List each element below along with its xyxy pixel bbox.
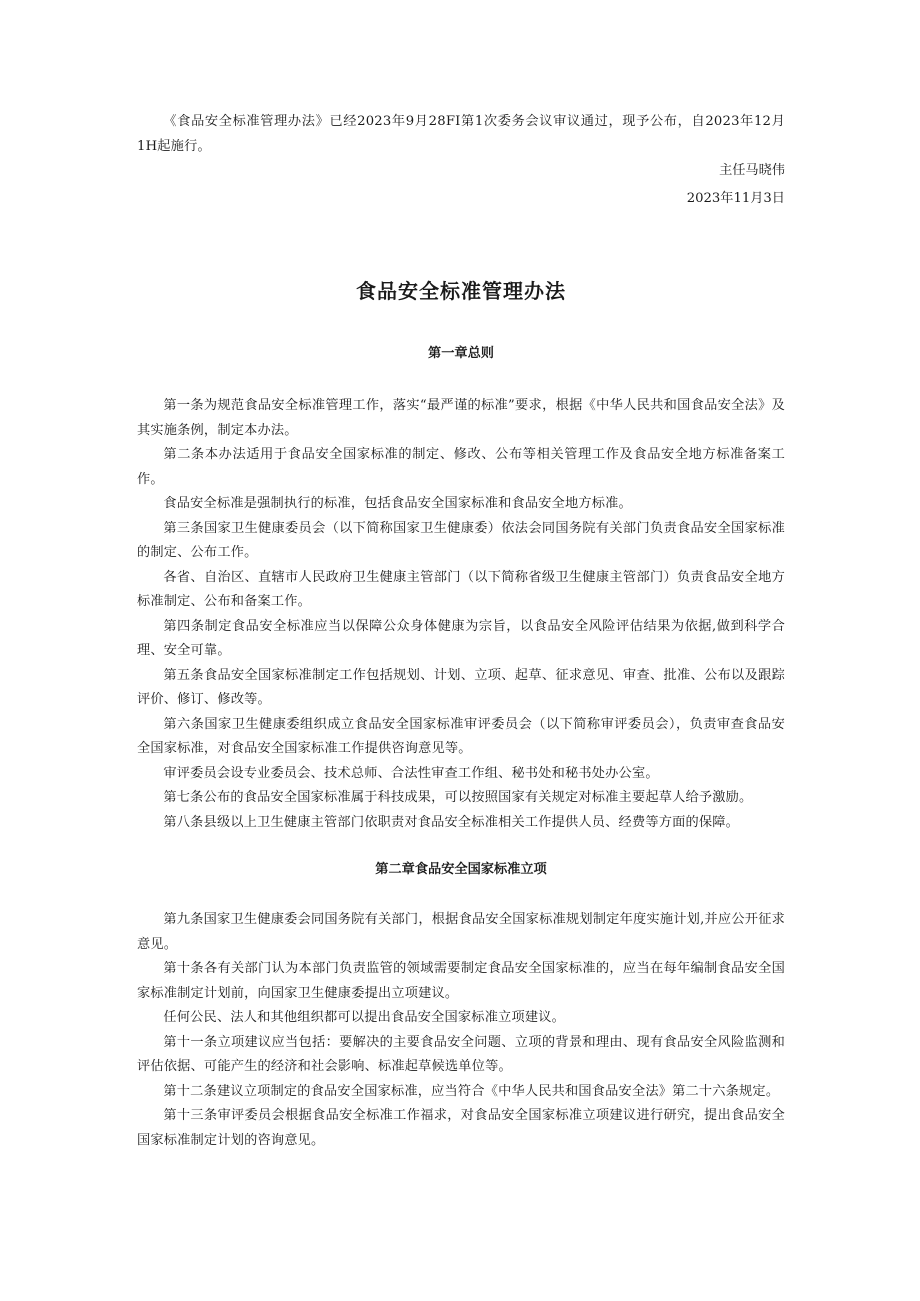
chapter-title: 第二章食品安全国家标准立项 xyxy=(375,862,547,877)
article-paragraph: 食品安全标准是强制执行的标准，包括食品安全国家标准和食品安全地方标准。 xyxy=(163,496,632,511)
article-paragraph: 各省、自治区、直辖市人民政府卫生健康主管部门（以下简称省级卫生健康主管部门）负责食品安全地方标准制定、公布和备案工作。 xyxy=(137,569,785,609)
article-paragraph: 第一条为规范食品安全标准管理工作，落实“最严谨的标准”要求，根据《中华人民共和国食品安全法》及其实施条例，制定本办法。 xyxy=(137,398,785,438)
article-paragraph: 第五条食品安全国家标准制定工作包括规划、计划、立项、起草、征求意见、审查、批准、公布以及跟踪评价、修订、修改等。 xyxy=(137,667,785,707)
announcement-text: 《食品安全标准管理办法》已经2023年9月28FI第1次委务会议审议通过，现予公布，自2023年12月1H起施行。 xyxy=(137,114,785,154)
article-paragraph: 第三条国家卫生健康委员会（以下简称国家卫生健康委）依法会同国务院有关部门负责食品安全国家标准的制定、公布工作。 xyxy=(137,520,785,560)
issue-date: 2023年11月3日 xyxy=(686,190,785,206)
article-paragraph: 第九条国家卫生健康委会同国务院有关部门，根据食品安全国家标准规划制定年度实施计划,并应公开征求意见。 xyxy=(137,912,785,952)
chapter-1-body xyxy=(137,394,785,835)
article-paragraph: 第十条各有关部门认为本部门负责监管的领域需要制定食品安全国家标准的，应当在每年编制食品安全国家标准制定计划前，向国家卫生健康委提出立项建议。 xyxy=(137,961,785,1001)
article-paragraph: 第八条县级以上卫生健康主管部门依职责对食品安全标准相关工作提供人员、经费等方面的保障。 xyxy=(163,814,740,830)
article-paragraph: 第十二条建议立项制定的食品安全国家标准，应当符合《中华人民共和国食品安全法》第二十六条规定。 xyxy=(163,1083,780,1099)
article-paragraph: 第十三条审评委员会根据食品安全标准工作福求，对食品安全国家标准立项建议进行研究，提出食品安全国家标准制定计划的咨询意见。 xyxy=(137,1108,785,1148)
chapter-1-heading-block xyxy=(137,342,785,366)
chapter-2-body xyxy=(137,908,785,1153)
chapter-title: 第一章总则 xyxy=(428,346,494,361)
article-paragraph: 审评委员会设专业委员会、技术总师、合法性审查工作组、秘书处和秘书处办公室。 xyxy=(163,765,659,781)
title-block xyxy=(137,277,785,305)
article-paragraph: 第十一条立项建议应当包括：要解决的主要食品安全问题、立项的背景和理由、现有食品安全风险监测和评估依据、可能产生的经济和社会影响、标准起草候选单位等。 xyxy=(137,1034,785,1074)
article-paragraph: 第七条公布的食品安全国家标准属于科技成果，可以按照国家有关规定对标准主要起草人给予激励。 xyxy=(163,790,753,805)
signatory: 主任马晓伟 xyxy=(719,163,785,178)
article-paragraph: 第四条制定食品安全标准应当以保障公众身体健康为宗旨，以食品安全风险评估结果为依据,做到科学合理、安全可靠。 xyxy=(137,618,785,658)
chapter-2-heading-block xyxy=(137,858,785,882)
document-title: 食品安全标准管理办法 xyxy=(356,279,566,303)
article-paragraph: 第二条本办法适用于食品安全国家标准的制定、修改、公布等相关管理工作及食品安全地方标准备案工作。 xyxy=(137,447,785,487)
article-paragraph: 第六条国家卫生健康委组织成立食品安全国家标准审评委员会（以下简称审评委员会），负责审查食品安全国家标准，对食品安全国家标准工作提供咨询意见等。 xyxy=(137,716,785,756)
announcement-block xyxy=(137,110,785,211)
article-paragraph: 任何公民、法人和其他组织都可以提出食品安全国家标准立项建议。 xyxy=(163,1010,566,1025)
